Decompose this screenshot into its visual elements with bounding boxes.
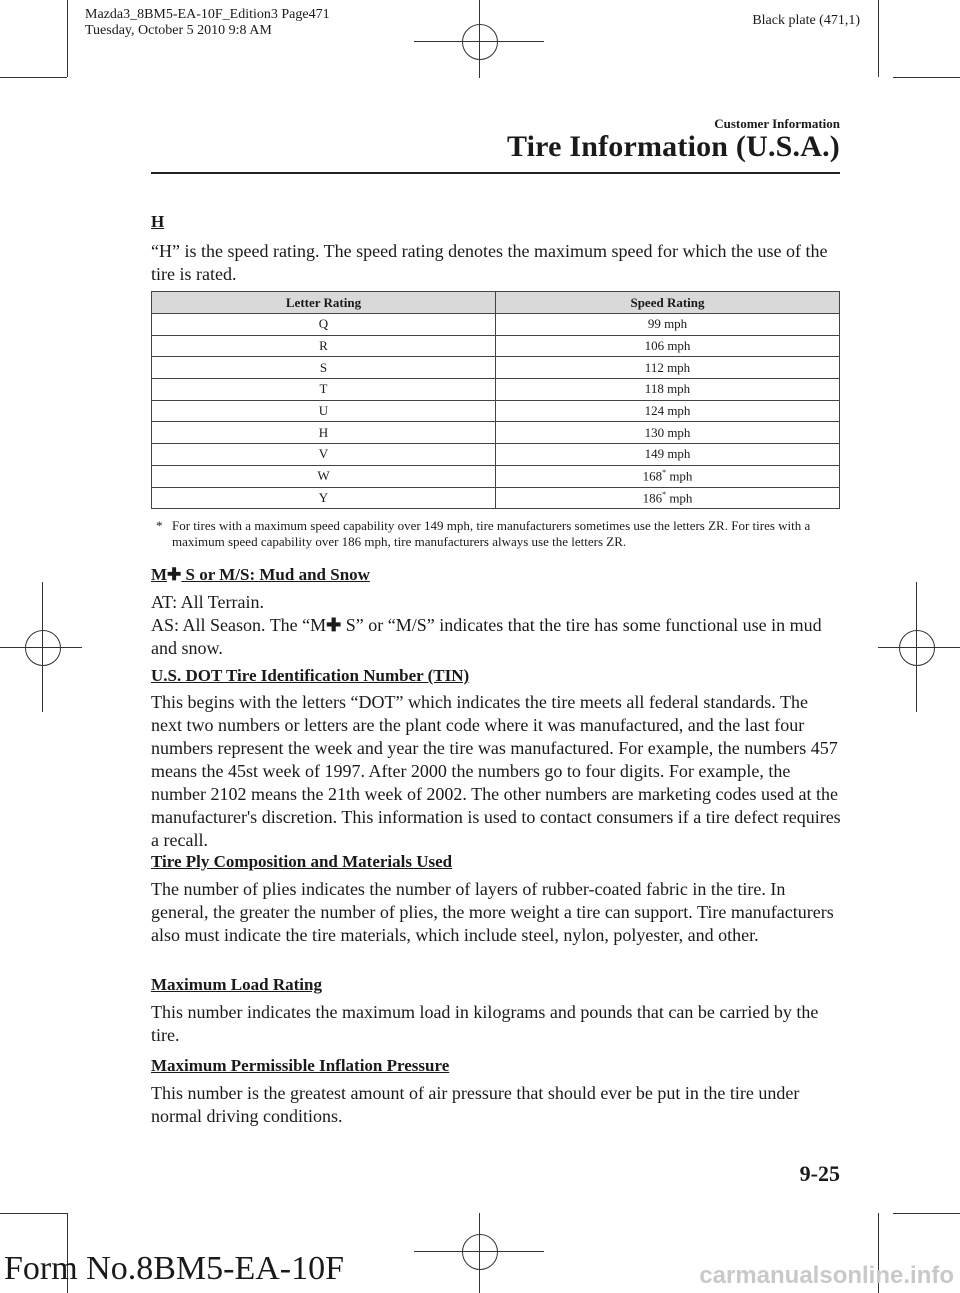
h-paragraph: “H” is the speed rating. The speed rating denotes the maximum speed for which the use of the tire is rated. bbox=[151, 241, 828, 284]
speed-rating-table bbox=[151, 291, 840, 509]
ply-heading: Tire Ply Composition and Materials Used bbox=[151, 852, 453, 871]
footnote bbox=[156, 518, 840, 550]
tin-heading: U.S. DOT Tire Identification Number (TIN) bbox=[151, 666, 470, 685]
tin-paragraph: This begins with the letters “DOT” which indicates the tire meets all federal standards. The next two numbers or letters are the plant code where it was manufactured, and the last four numbers represent the week and year the tire was manufactured. For example, the numbers 457 means the 45st week of 1997. After 2000 the numbers go to four digits. For example, the number 2102 means the 21th week of 2002. The other numbers are marketing codes used at the manufacturer's discretion. This information is used to contact consumers if a tire defect requires a recall. bbox=[151, 692, 841, 850]
all-season-line: AS: All Season. The “M✚ S” or “M/S” indicates that the tire has some functional use in mud and snow. bbox=[151, 615, 822, 658]
page-title: Tire Information (U.S.A.) bbox=[506, 130, 840, 163]
table-row: H 130 mph bbox=[152, 422, 840, 444]
load-paragraph: This number indicates the maximum load in kilograms and pounds that can be carried by the tire. bbox=[151, 1002, 819, 1045]
pressure-paragraph: This number is the greatest amount of air pressure that should ever be put in the tire under normal driving conditions. bbox=[151, 1083, 800, 1126]
footnote-marker: * bbox=[156, 518, 163, 533]
form-number: Form No.8BM5-EA-10F bbox=[4, 1250, 345, 1287]
print-date-line: Tuesday, October 5 2010 9:8 AM bbox=[85, 23, 272, 38]
page-number: 9-25 bbox=[799, 1161, 840, 1186]
watermark: carmanualsonline.info bbox=[699, 1262, 954, 1289]
col-header-letter: Letter Rating bbox=[152, 292, 496, 314]
table-row: U 124 mph bbox=[152, 400, 840, 422]
table-row: Q 99 mph bbox=[152, 314, 840, 336]
col-header-speed: Speed Rating bbox=[496, 292, 840, 314]
plus-icon: ✚ bbox=[167, 565, 182, 584]
h-heading: H bbox=[151, 212, 165, 231]
section-label: Customer Information bbox=[714, 116, 840, 131]
title-rule bbox=[151, 172, 840, 174]
table-row: S 112 mph bbox=[152, 357, 840, 379]
all-terrain-line: AT: All Terrain. bbox=[151, 592, 264, 612]
table-row: T 118 mph bbox=[152, 379, 840, 401]
table-row: V 149 mph bbox=[152, 444, 840, 466]
table-row: Y 186* mph bbox=[152, 487, 840, 509]
mud-snow-heading: M✚ S or M/S: Mud and Snow bbox=[151, 565, 370, 584]
print-file-line: Mazda3_8BM5-EA-10F_Edition3 Page471 bbox=[85, 7, 330, 22]
table-row: R 106 mph bbox=[152, 335, 840, 357]
plus-icon: ✚ bbox=[326, 615, 342, 635]
plate-label: Black plate (471,1) bbox=[752, 13, 860, 28]
footnote-text: For tires with a maximum speed capability over 149 mph, tire manufacturers sometimes use the letters ZR. For tires with a maximum speed capability over 186 mph, tire manufacturers always use the letters ZR. bbox=[172, 518, 811, 549]
table-row: W 168* mph bbox=[152, 465, 840, 487]
pressure-heading: Maximum Permissible Inflation Pressure bbox=[151, 1056, 450, 1075]
ply-paragraph: The number of plies indicates the number of layers of rubber-coated fabric in the tire. In general, the greater the number of plies, the more weight a tire can support. Tire manufacturers also must indicate the tire materials, which include steel, nylon, polyester, and other. bbox=[151, 879, 834, 945]
load-heading: Maximum Load Rating bbox=[151, 975, 322, 994]
